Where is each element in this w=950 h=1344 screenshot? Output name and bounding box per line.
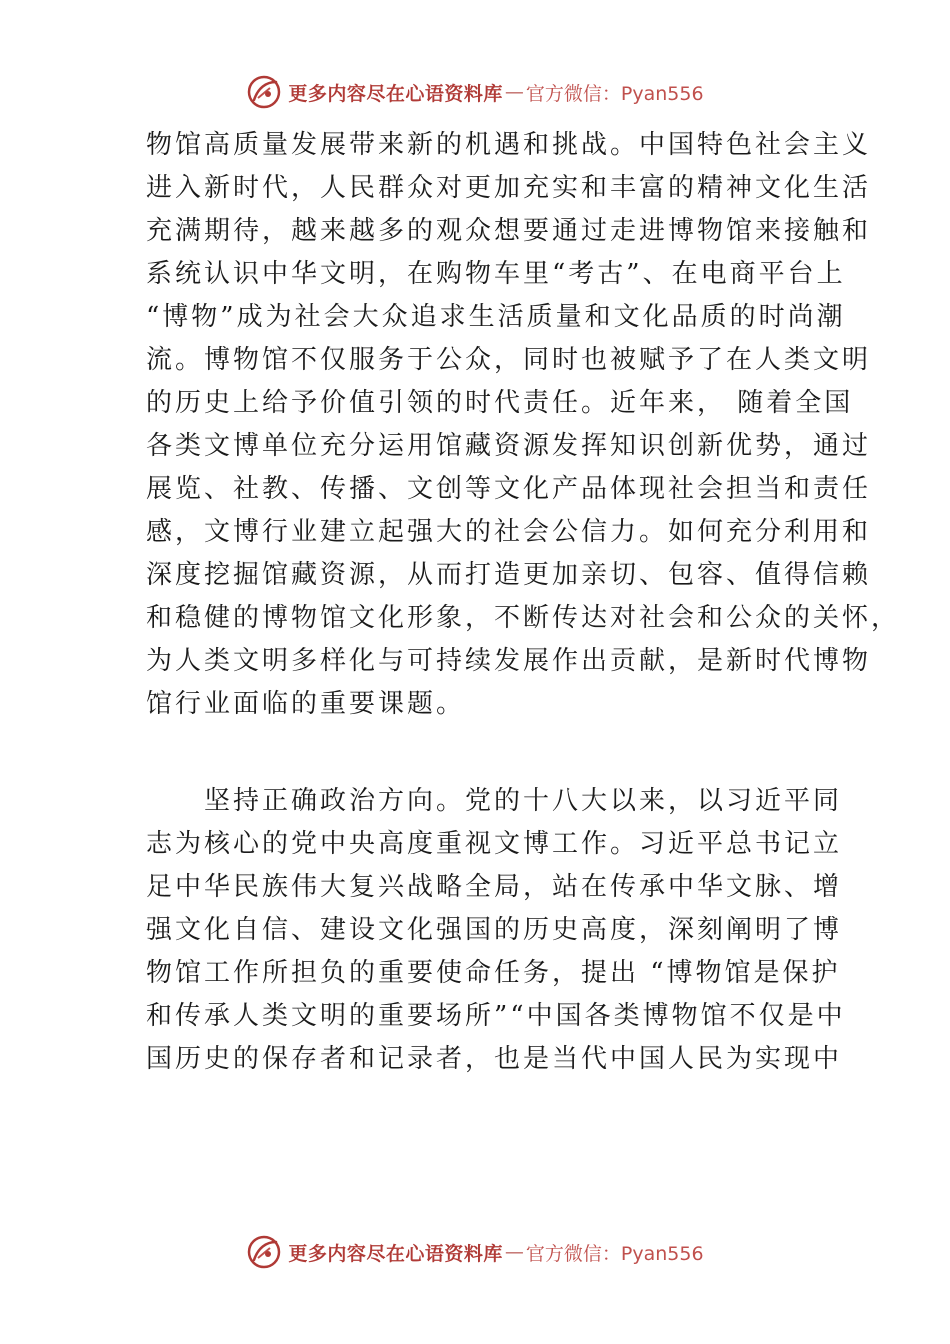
paragraph-2 xyxy=(146,780,846,1081)
text-line: 志为核心的党中央高度重视文博工作。习近平总书记立 xyxy=(146,829,843,859)
header-banner-separator: — xyxy=(504,81,524,103)
text-line: 坚持正确政治方向。党的十八大以来，以习近平同 xyxy=(146,786,843,816)
text-line: 各类文博单位充分运用馆藏资源发挥知识创新优势，通过 xyxy=(146,431,872,461)
header-wechat-id: 官方微信：Pyan556 xyxy=(525,82,704,105)
paragraph-1 xyxy=(146,124,901,726)
text-line: 国历史的保存者和记录者，也是当代中国人民为实现中 xyxy=(146,1044,843,1074)
footer-banner-separator: — xyxy=(504,1241,524,1263)
text-line: 展览、社教、传播、文创等文化产品体现社会担当和责任 xyxy=(146,474,872,504)
text-line: 馆行业面临的重要课题。 xyxy=(146,689,466,719)
text-line: 进入新时代，人民群众对更加充实和丰富的精神文化生活 xyxy=(146,173,872,203)
text-line: 深度挖掘馆藏资源，从而打造更加亲切、包容、值得信赖 xyxy=(146,560,872,590)
header-banner xyxy=(0,70,950,114)
text-line: 足中华民族伟大复兴战略全局，站在传承中华文脉、增 xyxy=(146,872,843,902)
footer-wechat-id: 官方微信：Pyan556 xyxy=(525,1242,704,1265)
text-line: 系统认识中华文明，在购物车里“考古”、在电商平台上 xyxy=(146,259,846,289)
text-line: 流。博物馆不仅服务于公众，同时也被赋予了在人类文明 xyxy=(146,345,872,375)
footer-banner xyxy=(0,1230,950,1274)
brand-logo-icon xyxy=(246,74,282,110)
text-line: 和稳健的博物馆文化形象，不断传达对社会和公众的关怀， xyxy=(146,603,901,633)
text-line: 感，文博行业建立起强大的社会公信力。如何充分利用和 xyxy=(146,517,872,547)
brand-logo-icon xyxy=(246,1234,282,1270)
text-line: 强文化自信、建设文化强国的历史高度，深刻阐明了博 xyxy=(146,915,843,945)
text-line: 充满期待，越来越多的观众想要通过走进博物馆来接触和 xyxy=(146,216,872,246)
document-body xyxy=(146,124,901,1081)
text-line: 为人类文明多样化与可持续发展作出贡献，是新时代博物 xyxy=(146,646,872,676)
text-line: 的历史上给予价值引领的时代责任。近年来， 随着全国 xyxy=(146,388,854,418)
paragraph-spacer xyxy=(146,726,836,780)
text-line: 和传承人类文明的重要场所”“中国各类博物馆不仅是中 xyxy=(146,1001,846,1031)
text-line: 物馆高质量发展带来新的机遇和挑战。中国特色社会主义 xyxy=(146,130,872,160)
header-banner-text: 更多内容尽在心语资料库 xyxy=(288,82,503,105)
footer-banner-text: 更多内容尽在心语资料库 xyxy=(288,1242,503,1265)
text-line: “博物”成为社会大众追求生活质量和文化品质的时尚潮 xyxy=(146,302,846,332)
text-line: 物馆工作所担负的重要使命任务，提出 “博物馆是保护 xyxy=(146,958,841,988)
